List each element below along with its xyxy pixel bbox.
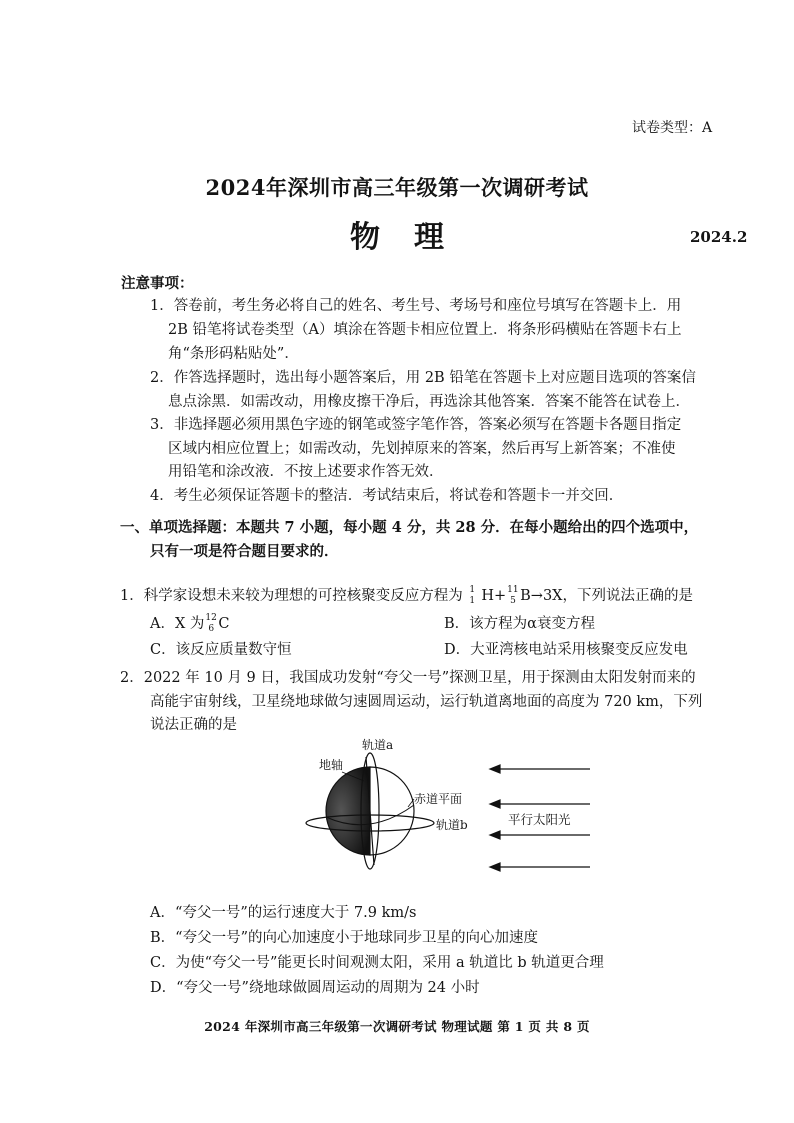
q2-option-b: B．“夸父一号”的向心加速度小于地球同步卫星的向心加速度 [150, 930, 538, 946]
label-orbit-b: 轨道b [436, 818, 468, 832]
q2-option-a: A．“夸父一号”的运行速度大于 7.9 km/s [150, 905, 417, 921]
notice-line: 2．作答选择题时，选出每小题答案后，用 2B 铅笔在答题卡上对应题目选项的答案信 [150, 370, 696, 386]
q1-option-a-prefix: A．X 为 [150, 616, 205, 632]
notice-line: 3．非选择题必须用黑色字迹的钢笔或签字笔作答，答案必须写在答题卡各题目指定 [150, 417, 682, 433]
carbon-symbol: C [218, 616, 230, 632]
q1-option-a [150, 612, 230, 633]
hydrogen-charge: 1 [469, 596, 476, 606]
hydrogen-symbol: H+ [481, 588, 507, 604]
exam-date: 2024.2 [690, 228, 748, 246]
notice-line: 息点涂黑．如需改动，用橡皮擦干净后，再选涂其他答案．答案不能答在试卷上． [168, 394, 690, 410]
q1-option-c: C．该反应质量数守恒 [150, 642, 292, 658]
exam-title: 2024年深圳市高三年级第一次调研考试 [205, 175, 589, 200]
q2-stem-line: 2．2022 年 10 月 9 日，我国成功发射“夸父一号”探测卫星，用于探测由太阳发射而来的 [120, 670, 696, 686]
q1-stem-prefix: 1．科学家设想未来较为理想的可控核聚变反应方程为 [120, 588, 468, 604]
notice-line: 4．考生必须保证答题卡的整洁．考试结束后，将试卷和答题卡一并交回． [150, 488, 624, 504]
hydrogen-nuclide [467, 585, 481, 606]
boron-charge: 5 [510, 596, 516, 606]
q1-stem [120, 584, 693, 605]
label-equator-plane: 赤道平面 [414, 792, 463, 806]
notice-line: 区域内相应位置上；如需改动，先划掉原来的答案，然后再写上新答案；不准使 [168, 441, 676, 457]
hydrogen-mass: 1 [469, 585, 476, 595]
label-earth-axis: 地轴 [319, 758, 344, 772]
q2-option-c: C．为使“夸父一号”能更长时间观测太阳，采用 a 轨道比 b 轨道更合理 [150, 955, 604, 971]
notice-heading: 注意事项： [121, 275, 194, 292]
paper-type: 试卷类型：A [632, 120, 713, 136]
q1-option-b: B．该方程为α衰变方程 [444, 616, 595, 632]
carbon-mass: 12 [205, 613, 217, 623]
label-orbit-a: 轨道a [362, 738, 394, 752]
earth-light-side [370, 767, 414, 855]
q2-option-d: D．“夸父一号”绕地球做圆周运动的周期为 24 小时 [150, 980, 480, 996]
notice-line: 2B 铅笔将试卷类型（A）填涂在答题卡相应位置上．将条形码横贴在答题卡右上 [168, 322, 682, 338]
notice-line: 1．答卷前，考生务必将自己的姓名、考生号、考场号和座位号填写在答题卡上．用 [150, 298, 682, 314]
earth-dark-side [326, 767, 370, 855]
carbon-nuclide [204, 613, 218, 634]
carbon-charge: 6 [208, 624, 215, 634]
q1-option-d: D．大亚湾核电站采用核聚变反应发电 [444, 642, 688, 658]
subject-title: 物理 [350, 220, 478, 255]
section-heading-cont: 只有一项是符合题目要求的． [150, 543, 339, 560]
boron-symbol: B→3X，下列说法正确的是 [520, 588, 693, 604]
q2-stem-line: 说法正确的是 [150, 717, 237, 733]
boron-mass: 11 [507, 585, 519, 595]
q2-stem-line: 高能宇宙射线，卫星绕地球做匀速圆周运动，运行轨道离地面的高度为 720 km，下列 [150, 694, 703, 710]
notice-line: 用铅笔和涂改液．不按上述要求作答无效． [168, 464, 444, 480]
page-footer: 2024 年深圳市高三年级第一次调研考试 物理试题 第 1 页 共 8 页 [204, 1019, 590, 1034]
notice-line: 角“条形码粘贴处”． [168, 346, 299, 362]
boron-nuclide [506, 585, 520, 606]
label-sunlight: 平行太阳光 [508, 812, 571, 827]
section-heading: 一、单项选择题：本题共 7 小题，每小题 4 分，共 28 分．在每小题给出的四个选项中， [120, 519, 699, 536]
